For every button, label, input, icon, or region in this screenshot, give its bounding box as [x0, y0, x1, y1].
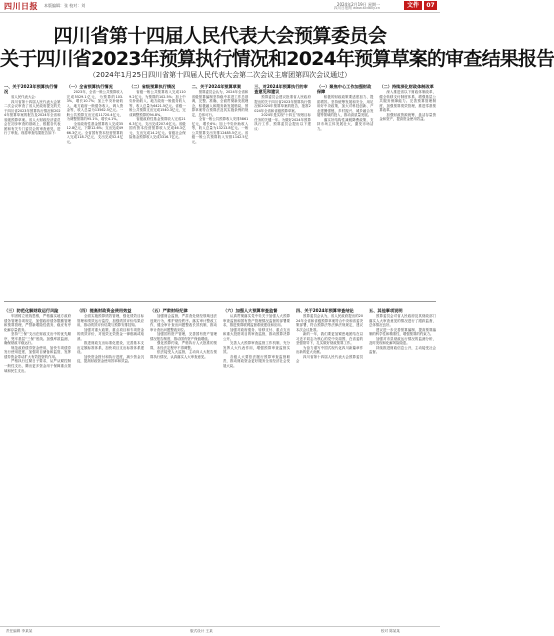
section-heading: 二、关于2024年预算草案	[191, 84, 242, 89]
article-column	[223, 306, 290, 622]
body-paragraph: 加强财会监督，严肃查处财经领域违法违规行为，维护财经秩序。落实审计整改工作，健全审计查出问题整改长效机制，推动审计查出问题整改到位。	[150, 314, 217, 332]
body-paragraph: 落实好结构性减税降费政策，支持市场主体发展壮大，激发市场活力。	[316, 117, 374, 131]
headline-line-1: 四川省第十四届人民代表大会预算委员会	[53, 25, 387, 47]
article-column	[150, 306, 217, 622]
article-column	[296, 306, 363, 622]
article-column	[4, 82, 61, 298]
body-paragraph: 加快资金拨付和执行进度，减少资金沉淀，提高财政资金使用效率和效益。	[77, 354, 144, 364]
body-paragraph: 预算委员会认为，2024年全省和省级预算编制坚持稳中求进工作总基调，完整、准确、全面贯彻新发展理念，积极融入和服务新发展格局，预算草案符合预算法及其实施条例的规定，总体可行。	[191, 90, 249, 117]
body-paragraph: 完善人大预算审查监督工作机制，充分发挥人大代表作用，增强预算审查监督实效。	[223, 341, 290, 355]
body-paragraph: 为奋力谱写中国式现代化四川新篇章作出新的更大贡献。	[296, 345, 363, 355]
article-column	[129, 82, 186, 298]
section-heading: （二）持续深化财政体制改革	[379, 84, 434, 89]
section-heading: （四）提高财政资金使用效益	[77, 308, 132, 313]
website-line: 四川日报网 www.scdaily.cn	[333, 6, 380, 10]
footer-proof: 校对 陈某某	[380, 629, 400, 633]
article-column	[317, 82, 374, 298]
body-paragraph: 预算委员会认为，省人民政府提出的2024年全省和省级预算草案符合中央和省委决策部署，符合预算法等法律法规规定，建议本次会议批准。	[296, 314, 363, 332]
section-heading: 四、关于2024年预算审查结论	[296, 308, 354, 313]
footer-design: 版式设计 王某	[190, 629, 213, 633]
article-column	[67, 82, 124, 298]
body-paragraph: 全省政府性基金预算收入完成3512.8亿元，下降12.6%；支出完成4966.3亿元。全省国有资本经营预算收入完成118.7亿元，支出完成52.4亿元。	[66, 121, 124, 145]
footer-editor: 责任编辑 李某某	[6, 629, 33, 633]
body-paragraph: 依法接受人大监督，主动向人大报告预算执行情况，认真落实人大审查意见。	[150, 350, 217, 359]
body-paragraph: 四川省第十四届人民代表大会第二次会议审查了省人民政府提交的关于四川省2023年预算执行情况和2024年预算草案的报告及2024年全省和省级预算草案。省人大财政经济委员会在初步审查的基础上，根据各代表团和有关专门委员会的审查意见，进行了审查。现将审查结果报告如下：	[4, 99, 61, 136]
section-heading: （三）防范化解财政运行风险	[4, 308, 59, 313]
body-paragraph: 规范政府债券资金使用，加快专项债券发行使用进度，加强项目储备和监管，发挥债券资金带动扩大有效投资的作用。	[4, 345, 71, 359]
body-paragraph: 加强对市县财政运行情况的监测分析，及时发现和化解风险隐患。	[369, 336, 436, 346]
body-paragraph: 省级政府性基金预算收入完成216.3亿元，支出完成207.6亿元。省级国有资本经营预算收入完成46.3亿元，支出完成14.2亿元。省级社会保险基金预算收入完成3316.7亿元。	[129, 117, 186, 140]
section-heading: 五、其他事项说明	[369, 308, 403, 313]
headline-line-2: 关于四川省2023年预算执行情况和2024年预算草案的审查结果报告	[0, 48, 554, 70]
headline-subtitle: （2024年1月25日四川省第十四届人民代表大会第二次会议主席团第四次会议通过）	[88, 71, 352, 79]
article-column	[369, 306, 436, 622]
body-paragraph: 推进财政支出标准化建设，完善基本支出定额标准体系，加快项目支出标准体系建设。	[77, 341, 144, 355]
body-paragraph: 预算委员会对省人民政府及其财政部门落实人大审查意见的情况进行了跟踪监督，总体情况良好。	[369, 314, 436, 328]
article-column	[379, 82, 436, 298]
article-body-bottom	[0, 306, 440, 622]
page-footer	[0, 626, 440, 636]
article-column	[4, 306, 71, 622]
section-divider	[4, 301, 436, 302]
issue-date: 2024年2月19日 星期一	[336, 2, 380, 7]
section-heading: （六）加强人大预算审查监督	[223, 308, 278, 313]
article-column	[192, 82, 249, 298]
body-paragraph: 持续推进财政信息公开，主动接受社会监督。	[369, 345, 436, 355]
body-paragraph: 积极的财政政策要适度加力、提质增效。坚持统筹发展和安全，用足用好中央政策，加大对科技创新、产业建圈强链、乡村振兴、城乡融合发展等领域的投入，推动高质量发展。	[316, 95, 374, 118]
body-paragraph: 严格执行过紧日子要求，从严从紧控制一般性支出，腾出更多资金用于保障重点领域和民生支出。	[4, 359, 71, 373]
section-heading: （五）严肃财经纪律	[150, 308, 188, 313]
body-paragraph: 2024年是实现“十四五”规划目标任务的关键一年。为做好2024年预算执行工作，预算委员会提出以下建议：	[254, 113, 311, 131]
body-paragraph: 坚持“三保”支出在财政支出中的优先顺序，兜牢基层“三保”底线。加强库款监测，确保财政平稳运行。	[4, 332, 71, 346]
body-paragraph: 全面实施预算绩效管理，强化绩效目标管理和绩效运行监控，加强绩效评价结果应用，推动绩效评价结果与预算安排挂钩。	[77, 314, 144, 328]
body-paragraph: 新的一年，我们要更加紧密地团结在以习近平同志为核心的党中央周围，在省委的坚强领导下，扎实做好财政预算工作。	[296, 332, 363, 346]
body-paragraph: 2023年，全省一般公共预算收入完成5529.1亿元，为预算的103.3%，增长10.7%；加上中央补助收入、地方政府一般债务收入、调入资金等，收入总量为13562.5亿元。一般公共预算支出完成11720.4亿元，为调整预算的95.1%，增长4.1%。	[66, 90, 124, 122]
section-heading: （一）全省预算执行情况	[66, 84, 113, 89]
newspaper-logo: 四川日报	[4, 1, 38, 11]
article-column	[77, 306, 144, 622]
section-heading: 三、对2024年预算执行的审查意见和建议	[254, 84, 308, 94]
body-paragraph: 四川省第十四届人民代表大会预算委员会	[296, 354, 363, 364]
body-paragraph: 建议进一步完善预算编制，提高预算编制的科学性和精准性，增强预算的约束力。	[369, 327, 436, 337]
section-heading: （二）省级预算执行情况	[129, 84, 176, 89]
body-paragraph: 加强对重大政策、重点项目和专项资金的绩效评价，对低效无效资金一律削减或取消。	[77, 327, 144, 341]
section-badge: 文件	[404, 1, 422, 10]
masthead	[0, 0, 440, 13]
body-paragraph: 认真贯彻落实党中央关于加强人大预算审查监督和国有资产管理情况监督的部署要求，推进预算联网监督系统建设和应用。	[223, 314, 290, 328]
page-number: 07	[424, 1, 437, 10]
paper-meta: 本版编辑：张 校对：刘	[44, 3, 86, 8]
body-paragraph: 深入推进省以下财政体制改革，健全转移支付制度体系，增强基层公共服务保障能力。完善预算管理制度，加强预算绩效管理，推进零基预算改革。	[379, 90, 436, 113]
body-paragraph: 省人民代表大会：	[11, 95, 39, 99]
body-paragraph: 加强财政资源统筹，盘活存量资金和资产，提高资金使用效益。	[379, 112, 436, 122]
section-heading: 一、关于2023年预算执行情况	[4, 84, 58, 94]
body-paragraph: 各级人大要依法履行预算审查监督职责，推动财政资金更好服务全省经济社会发展大局。	[223, 354, 290, 369]
body-paragraph: 加强对政府债务、转移支付、重点支出和重大投资项目的审查监督，推动预算决算公开。	[223, 327, 290, 341]
section-heading: （一）聚焦中心工作加强财政保障	[316, 84, 372, 94]
body-paragraph: 牢固树立底线思维，严格落实地方政府债务管理各项规定，加强政府债务限额管理和预算管理，严禁新增隐性债务，稳妥有序化解存量债务。	[4, 314, 71, 332]
article-column	[254, 82, 311, 298]
body-paragraph: 预算委员会建议批准省人民政府提出的关于四川省2023年预算执行情况和2024年预算草案的报告，批准2024年全省和省级预算草案。	[254, 95, 311, 113]
body-paragraph: 全省一般公共预算收入安排5861亿元，增长6%；加上中央补助收入等，收入总量为13213.8亿元。一般公共预算支出安排12485.5亿元。省级一般公共预算收入安排1142.5亿元。	[191, 117, 249, 145]
body-paragraph: 省级一般公共预算收入完成1109.2亿元，为预算的102.5%；加上中央补助收入、地方政府一般债务收入等，收入总量为6421.5亿元。省级一般公共预算支出完成1540.3亿元，完成调整预算的94.8%。	[129, 90, 186, 117]
body-paragraph: 强化预算约束，严格执行人大批准的预算，未经法定程序不得调整。	[150, 341, 217, 350]
body-paragraph: 加强国有资产管理，完善国有资产管理情况报告制度，推动国有资产保值增值。	[150, 332, 217, 341]
article-body-top	[0, 82, 440, 298]
